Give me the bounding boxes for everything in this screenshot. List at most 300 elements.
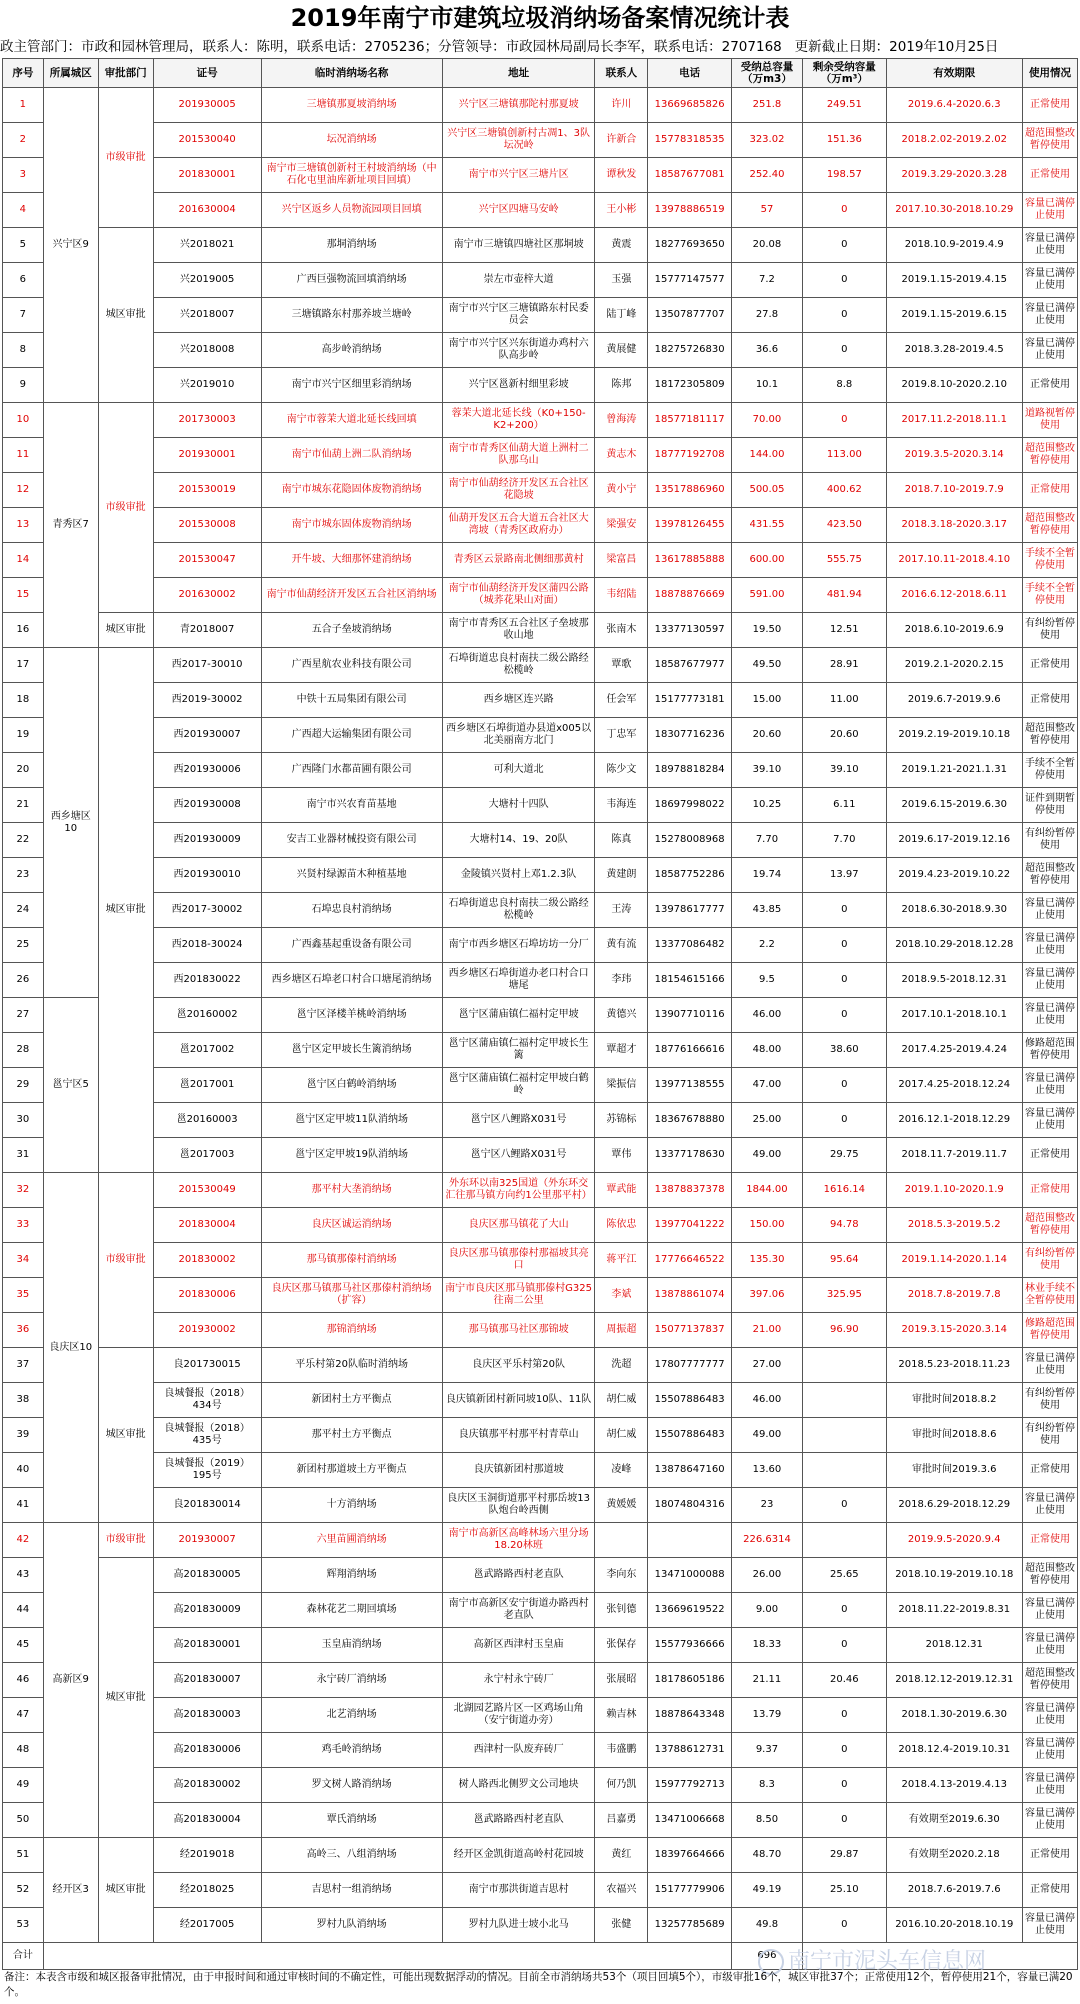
contact-person: 黄红 [595, 1838, 648, 1873]
contact-person: 梁富昌 [595, 543, 648, 578]
table-row [3, 1173, 1078, 1208]
row-number: 21 [3, 788, 44, 823]
remaining-capacity: 28.91 [803, 648, 886, 683]
usage-status: 超范围整改暂停使用 [1022, 1208, 1077, 1243]
table-row [3, 998, 1078, 1033]
table-row [3, 228, 1078, 263]
valid-period: 2018.11.7-2019.11.7 [886, 1138, 1022, 1173]
row-number: 19 [3, 718, 44, 753]
phone-number: 13377178630 [648, 1138, 731, 1173]
valid-period: 2018.10.9-2019.4.9 [886, 228, 1022, 263]
row-number: 24 [3, 893, 44, 928]
site-address: 可利大道北 [442, 753, 595, 788]
permit-id: 良201830014 [153, 1488, 261, 1523]
permit-id: 西201930010 [153, 858, 261, 893]
phone-number: 13377086482 [648, 928, 731, 963]
permit-id: 201530008 [153, 508, 261, 543]
phone-number: 15777147577 [648, 263, 731, 298]
valid-period: 2018.5.23-2018.11.23 [886, 1348, 1022, 1383]
phone-number: 18154615166 [648, 963, 731, 998]
site-name: 广西超大运输集团有限公司 [261, 718, 442, 753]
phone-number: 18697998022 [648, 788, 731, 823]
permit-id: 201530047 [153, 543, 261, 578]
contact-person: 农福兴 [595, 1873, 648, 1908]
site-name: 玉皇庙消纳场 [261, 1628, 442, 1663]
valid-period: 2016.10.20-2018.10.19 [886, 1908, 1022, 1943]
usage-status: 容量已满停止使用 [1022, 333, 1077, 368]
valid-period: 2019.2.19-2019.10.18 [886, 718, 1022, 753]
site-address: 良庆镇那平村那平村青草山 [442, 1418, 595, 1453]
row-number: 22 [3, 823, 44, 858]
total-capacity: 47.00 [731, 1068, 802, 1103]
usage-status: 正常使用 [1022, 88, 1077, 123]
site-name: 覃氏消纳场 [261, 1803, 442, 1838]
usage-status: 容量已满停止使用 [1022, 963, 1077, 998]
watermark-text: 南宁市泥头车信息网 [788, 1949, 987, 1974]
usage-status: 正常使用 [1022, 1138, 1077, 1173]
table-row [3, 858, 1078, 893]
permit-id: 良城餐报（2018）434号 [153, 1383, 261, 1418]
site-address: 邕宁区蒲庙镇仁福村定甲坡长生篱 [442, 1033, 595, 1068]
total-capacity: 25.00 [731, 1103, 802, 1138]
remaining-capacity: 13.97 [803, 858, 886, 893]
valid-period: 2018.12.12-2019.12.31 [886, 1663, 1022, 1698]
remaining-capacity: 0 [803, 1628, 886, 1663]
usage-status: 正常使用 [1022, 683, 1077, 718]
header-period: 有效期限 [886, 59, 1022, 88]
permit-id: 高201830004 [153, 1803, 261, 1838]
total-capacity: 36.6 [731, 333, 802, 368]
permit-id: 兴2018007 [153, 298, 261, 333]
valid-period: 审批时间2019.3.6 [886, 1453, 1022, 1488]
permit-id: 201930005 [153, 88, 261, 123]
valid-period: 审批时间2018.8.2 [886, 1383, 1022, 1418]
footnote: 备注：本表含市级和城区报备审批情况，由于申报时间和通过审核时间的不确定性，可能出现数据浮动的情况。目前全市消纳场共53个（项目回填5个），市级审批16个，城区审批37个；正常使用12个，暂停使用21个，容量已满20个。 [4, 1971, 1073, 1998]
site-address: 大塘村十四队 [442, 788, 595, 823]
remaining-capacity: 198.57 [803, 158, 886, 193]
site-address: 兴宁区三塘镇创新村古凋1、3队坛况岭 [442, 123, 595, 158]
row-number: 44 [3, 1593, 44, 1628]
phone-number: 13978886519 [648, 193, 731, 228]
permit-id: 经2018025 [153, 1873, 261, 1908]
usage-status: 超范围整改 暂停使用 [1022, 1663, 1077, 1698]
table-row [3, 1628, 1078, 1663]
contact-person: 洗超 [595, 1348, 648, 1383]
usage-status: 容量已满停止使用 [1022, 1733, 1077, 1768]
header-name: 临时消纳场名称 [261, 59, 442, 88]
contact-person: 张展昭 [595, 1663, 648, 1698]
site-address: 大塘村14、19、20队 [442, 823, 595, 858]
valid-period: 2019.4.23-2019.10.22 [886, 858, 1022, 893]
usage-status: 容量已满停止使用 [1022, 1768, 1077, 1803]
row-number: 49 [3, 1768, 44, 1803]
contact-person: 覃超才 [595, 1033, 648, 1068]
site-address: 南宁市良庆区那马镇那傣村G325往南二公里 [442, 1278, 595, 1313]
row-number: 7 [3, 298, 44, 333]
site-address: 南宁市兴宁区三塘镇路东村民委员会 [442, 298, 595, 333]
table-row [3, 403, 1078, 438]
site-name: 兴宁区返乡人员物流园项目回填 [261, 193, 442, 228]
phone-number: 13257785689 [648, 1908, 731, 1943]
remaining-capacity: 0 [803, 228, 886, 263]
table-row [3, 788, 1078, 823]
site-name: 南宁市蓉茉大道北延长线回填 [261, 403, 442, 438]
valid-period: 2016.12.1-2018.12.29 [886, 1103, 1022, 1138]
valid-period: 2016.6.12-2018.6.11 [886, 578, 1022, 613]
total-capacity: 19.50 [731, 613, 802, 648]
total-capacity: 18.33 [731, 1628, 802, 1663]
remaining-capacity: 95.64 [803, 1243, 886, 1278]
total-capacity: 150.00 [731, 1208, 802, 1243]
district-cell: 经开区3 [43, 1838, 98, 1943]
table-row [3, 1138, 1078, 1173]
contact-person: 黄德兴 [595, 998, 648, 1033]
phone-number: 15778318535 [648, 123, 731, 158]
valid-period: 2018.6.29-2018.12.29 [886, 1488, 1022, 1523]
table-row [3, 158, 1078, 193]
table-row [3, 823, 1078, 858]
district-cell: 高新区9 [43, 1523, 98, 1838]
remaining-capacity: 0 [803, 1068, 886, 1103]
row-number: 41 [3, 1488, 44, 1523]
header-remain: 剩余受纳容量（万m³） [803, 59, 886, 88]
row-number: 1 [3, 88, 44, 123]
remaining-capacity: 0 [803, 298, 886, 333]
remaining-capacity [803, 1348, 886, 1383]
valid-period: 2019.3.15-2020.3.14 [886, 1313, 1022, 1348]
valid-period: 2019.9.5-2020.9.4 [886, 1523, 1022, 1558]
table-row [3, 473, 1078, 508]
valid-period: 2019.6.15-2019.6.30 [886, 788, 1022, 823]
contact-person: 陈少文 [595, 753, 648, 788]
total-capacity: 43.85 [731, 893, 802, 928]
contact-person: 梁强安 [595, 508, 648, 543]
dept-cell: 城区审批 [98, 1558, 153, 1838]
table-row [3, 508, 1078, 543]
usage-status: 道路视暂停使用 [1022, 403, 1077, 438]
row-number: 11 [3, 438, 44, 473]
phone-number: 18577181117 [648, 403, 731, 438]
row-number: 42 [3, 1523, 44, 1558]
contact-person: 黄有流 [595, 928, 648, 963]
permit-id: 高201830006 [153, 1733, 261, 1768]
permit-id: 西2017-30002 [153, 893, 261, 928]
total-capacity: 57 [731, 193, 802, 228]
contact-person: 张健 [595, 1908, 648, 1943]
phone-number [648, 1523, 731, 1558]
site-name: 辉翔消纳场 [261, 1558, 442, 1593]
usage-status: 林业手续不全暂停使用 [1022, 1278, 1077, 1313]
site-name: 良庆区那马镇那马社区那傣村消纳场（扩容） [261, 1278, 442, 1313]
phone-number: 18172305809 [648, 368, 731, 403]
remaining-capacity: 0 [803, 1908, 886, 1943]
remaining-capacity [803, 1523, 886, 1558]
remaining-capacity: 0 [803, 963, 886, 998]
remaining-capacity: 0 [803, 193, 886, 228]
row-number: 47 [3, 1698, 44, 1733]
contact-person: 丁忠军 [595, 718, 648, 753]
contact-person: 许新合 [595, 123, 648, 158]
remaining-capacity: 0 [803, 1733, 886, 1768]
total-blank [43, 1943, 731, 1970]
contact-person: 许川 [595, 88, 648, 123]
total-capacity: 144.00 [731, 438, 802, 473]
total-capacity: 251.8 [731, 88, 802, 123]
table-row [3, 1523, 1078, 1558]
contact-person: 黄展健 [595, 333, 648, 368]
total-capacity: 135.30 [731, 1243, 802, 1278]
usage-status: 容量已满停止使用 [1022, 1803, 1077, 1838]
row-number: 5 [3, 228, 44, 263]
valid-period: 有效期至2019.6.30 [886, 1803, 1022, 1838]
permit-id: 201930007 [153, 1523, 261, 1558]
phone-number: 18978818284 [648, 753, 731, 788]
phone-number: 18074804316 [648, 1488, 731, 1523]
dept-cell: 城区审批 [98, 648, 153, 1173]
table-row [3, 1243, 1078, 1278]
contact-person: 黄建朗 [595, 858, 648, 893]
row-number: 15 [3, 578, 44, 613]
site-address: 兴宁区三塘镇那陀村那夏坡 [442, 88, 595, 123]
remaining-capacity: 96.90 [803, 1313, 886, 1348]
site-address: 蓉茉大道北延长线（K0+150-K2+200） [442, 403, 595, 438]
valid-period: 2018.12.4-2019.10.31 [886, 1733, 1022, 1768]
usage-status: 手续不全暂停使用 [1022, 753, 1077, 788]
site-address: 良庆区那马镇花了大山 [442, 1208, 595, 1243]
permit-id: 邕20160003 [153, 1103, 261, 1138]
total-capacity: 10.1 [731, 368, 802, 403]
header-address: 地址 [442, 59, 595, 88]
valid-period: 2018.4.13-2019.4.13 [886, 1768, 1022, 1803]
permit-id: 高201830001 [153, 1628, 261, 1663]
remaining-capacity: 0 [803, 1488, 886, 1523]
valid-period: 2017.10.11-2018.4.10 [886, 543, 1022, 578]
site-address: 兴宁区四塘马安岭 [442, 193, 595, 228]
permit-id: 201530040 [153, 123, 261, 158]
permit-id: 西201830022 [153, 963, 261, 998]
usage-status: 手续不全暂停使用 [1022, 543, 1077, 578]
site-name: 广西隆门水都苗圃有限公司 [261, 753, 442, 788]
permit-id: 西201930009 [153, 823, 261, 858]
site-address: 南宁市青秀区仙葫大道上洲村二队那乌山 [442, 438, 595, 473]
total-capacity: 9.5 [731, 963, 802, 998]
phone-number: 18307716236 [648, 718, 731, 753]
table-row [3, 1593, 1078, 1628]
phone-number: 13471006668 [648, 1803, 731, 1838]
permit-id: 201930001 [153, 438, 261, 473]
site-name: 南宁市仙葫上洲二队消纳场 [261, 438, 442, 473]
contact-person: 王涛 [595, 893, 648, 928]
site-name: 南宁市兴宁区细里彩消纳场 [261, 368, 442, 403]
permit-id: 邕2017002 [153, 1033, 261, 1068]
remaining-capacity: 0 [803, 333, 886, 368]
remaining-capacity: 0 [803, 1698, 886, 1733]
permit-id: 201530049 [153, 1173, 261, 1208]
site-name: 那平村大垄消纳场 [261, 1173, 442, 1208]
usage-status: 正常使用 [1022, 1873, 1077, 1908]
phone-number: 13907710116 [648, 998, 731, 1033]
table-row [3, 1488, 1078, 1523]
permit-id: 青2018007 [153, 613, 261, 648]
table-row [3, 263, 1078, 298]
contact-person: 李玮 [595, 963, 648, 998]
phone-number: 15278008968 [648, 823, 731, 858]
phone-number: 13617885888 [648, 543, 731, 578]
site-address: 西乡塘区石埠街道办县道x005以北美丽南方北门 [442, 718, 595, 753]
table-row [3, 893, 1078, 928]
contact-person: 张南木 [595, 613, 648, 648]
site-name: 广西巨强物流回填消纳场 [261, 263, 442, 298]
site-address: 良庆镇新团村那道坡 [442, 1453, 595, 1488]
district-cell: 西乡塘区10 [43, 648, 98, 998]
row-number: 34 [3, 1243, 44, 1278]
row-number: 20 [3, 753, 44, 788]
site-address: 南宁市兴宁区兴东街道办鸡村六队高步岭 [442, 333, 595, 368]
row-number: 30 [3, 1103, 44, 1138]
remaining-capacity: 0 [803, 1803, 886, 1838]
table-row [3, 1418, 1078, 1453]
row-number: 52 [3, 1873, 44, 1908]
usage-status: 正常使用 [1022, 1838, 1077, 1873]
usage-status: 超范围整改暂停使用 [1022, 858, 1077, 893]
table-row [3, 753, 1078, 788]
site-name: 平乐村第20队临时消纳场 [261, 1348, 442, 1383]
header-dept: 审批部门 [98, 59, 153, 88]
row-number: 51 [3, 1838, 44, 1873]
total-capacity: 48.70 [731, 1838, 802, 1873]
permit-id: 201830001 [153, 158, 261, 193]
valid-period: 2018.5.3-2019.5.2 [886, 1208, 1022, 1243]
phone-number: 15177773181 [648, 683, 731, 718]
landfill-table [2, 58, 1078, 1970]
valid-period: 2019.1.15-2019.4.15 [886, 263, 1022, 298]
contact-person: 玉强 [595, 263, 648, 298]
phone-number: 17776646522 [648, 1243, 731, 1278]
permit-id: 高201830007 [153, 1663, 261, 1698]
contact-person: 李斌 [595, 1278, 648, 1313]
remaining-capacity: 0 [803, 1593, 886, 1628]
valid-period: 2018.2.02-2019.2.02 [886, 123, 1022, 158]
row-number: 26 [3, 963, 44, 998]
site-name: 西乡塘区石埠老口村合口塘尾消纳场 [261, 963, 442, 998]
table-row [3, 1698, 1078, 1733]
usage-status: 容量已满停止使用 [1022, 1628, 1077, 1663]
site-name: 兴贤村绿源苗木种植基地 [261, 858, 442, 893]
table-header-row [3, 59, 1078, 88]
contact-person: 陈邦 [595, 368, 648, 403]
site-name: 南宁市城东固体废物消纳场 [261, 508, 442, 543]
total-capacity: 8.3 [731, 1768, 802, 1803]
site-address: 仙葫开发区五合大道五合社区大湾坡（青秀区政府办） [442, 508, 595, 543]
total-capacity: 13.79 [731, 1698, 802, 1733]
site-address: 兴宁区邕新村细里彩坡 [442, 368, 595, 403]
site-name: 南宁市城东花隐固体废物消纳场 [261, 473, 442, 508]
total-capacity: 49.50 [731, 648, 802, 683]
total-capacity: 9.37 [731, 1733, 802, 1768]
valid-period: 审批时间2018.8.6 [886, 1418, 1022, 1453]
contact-person: 吕嘉勇 [595, 1803, 648, 1838]
permit-id: 西2019-30002 [153, 683, 261, 718]
contact-person: 谭秋发 [595, 158, 648, 193]
valid-period: 2018.7.6-2019.7.6 [886, 1873, 1022, 1908]
permit-id: 高201830005 [153, 1558, 261, 1593]
valid-period: 2018.7.8-2019.7.8 [886, 1278, 1022, 1313]
district-cell: 邕宁区5 [43, 998, 98, 1173]
site-address: 邕武路路西村老直队 [442, 1558, 595, 1593]
usage-status: 容量已满停止使用 [1022, 1488, 1077, 1523]
site-name: 六里苗圃消纳场 [261, 1523, 442, 1558]
district-cell: 青秀区7 [43, 403, 98, 648]
permit-id: 西2017-30010 [153, 648, 261, 683]
site-address: 良庆镇新团村新同坡10队、11队 [442, 1383, 595, 1418]
total-capacity: 20.08 [731, 228, 802, 263]
remaining-capacity: 7.70 [803, 823, 886, 858]
valid-period: 2017.10.30-2018.10.29 [886, 193, 1022, 228]
valid-period: 2018.6.30-2018.9.30 [886, 893, 1022, 928]
updated-date: 更新截止日期：2019年10月25日 [794, 39, 999, 55]
contact-person: 张钊德 [595, 1593, 648, 1628]
valid-period: 2018.10.29-2018.12.28 [886, 928, 1022, 963]
row-number: 35 [3, 1278, 44, 1313]
total-capacity: 46.00 [731, 998, 802, 1033]
site-name: 中铁十五局集团有限公司 [261, 683, 442, 718]
table-row [3, 1383, 1078, 1418]
header-status: 使用情况 [1022, 59, 1077, 88]
usage-status: 超范围整改暂停使用 [1022, 123, 1077, 158]
total-capacity: 7.70 [731, 823, 802, 858]
contact-person [595, 1523, 648, 1558]
table-row [3, 1453, 1078, 1488]
contact-person: 陈依忠 [595, 1208, 648, 1243]
dept-cell: 城区审批 [98, 1838, 153, 1943]
usage-status: 正常使用 [1022, 1453, 1077, 1488]
total-capacity: 70.00 [731, 403, 802, 438]
site-name: 那平村土方平衡点 [261, 1418, 442, 1453]
table-row [3, 438, 1078, 473]
permit-id: 西201930008 [153, 788, 261, 823]
site-address: 永宁村永宁砖厂 [442, 1663, 595, 1698]
phone-number: 13878837378 [648, 1173, 731, 1208]
total-capacity: 13.60 [731, 1453, 802, 1488]
site-name: 罗文树人路消纳场 [261, 1768, 442, 1803]
site-address: 北湖园艺路片区一区鸡场山角（安宁街道办旁） [442, 1698, 595, 1733]
site-address: 西乡塘区连兴路 [442, 683, 595, 718]
remaining-capacity: 25.65 [803, 1558, 886, 1593]
remaining-capacity: 0 [803, 1768, 886, 1803]
total-capacity: 19.74 [731, 858, 802, 893]
permit-id: 经2017005 [153, 1908, 261, 1943]
total-capacity: 27.8 [731, 298, 802, 333]
total-capacity: 252.40 [731, 158, 802, 193]
total-capacity: 49.19 [731, 1873, 802, 1908]
phone-number: 13377130597 [648, 613, 731, 648]
table-row [3, 1313, 1078, 1348]
table-row [3, 123, 1078, 158]
row-number: 23 [3, 858, 44, 893]
table-row [3, 88, 1078, 123]
usage-status: 超范围整改暂停使用 [1022, 438, 1077, 473]
usage-status: 容量已满停止使用 [1022, 1698, 1077, 1733]
remaining-capacity: 0 [803, 403, 886, 438]
valid-period: 2017.4.25-2019.4.24 [886, 1033, 1022, 1068]
site-name: 邕宁区定甲坡长生篱消纳场 [261, 1033, 442, 1068]
table-row [3, 928, 1078, 963]
usage-status: 修路超范围暂停使用 [1022, 1033, 1077, 1068]
valid-period: 有效期至2020.2.18 [886, 1838, 1022, 1873]
site-address: 外东环以南325国道（外东环交汇往那马镇方向约1公里那平村） [442, 1173, 595, 1208]
total-capacity: 48.00 [731, 1033, 802, 1068]
usage-status: 容量已满停止使用 [1022, 893, 1077, 928]
